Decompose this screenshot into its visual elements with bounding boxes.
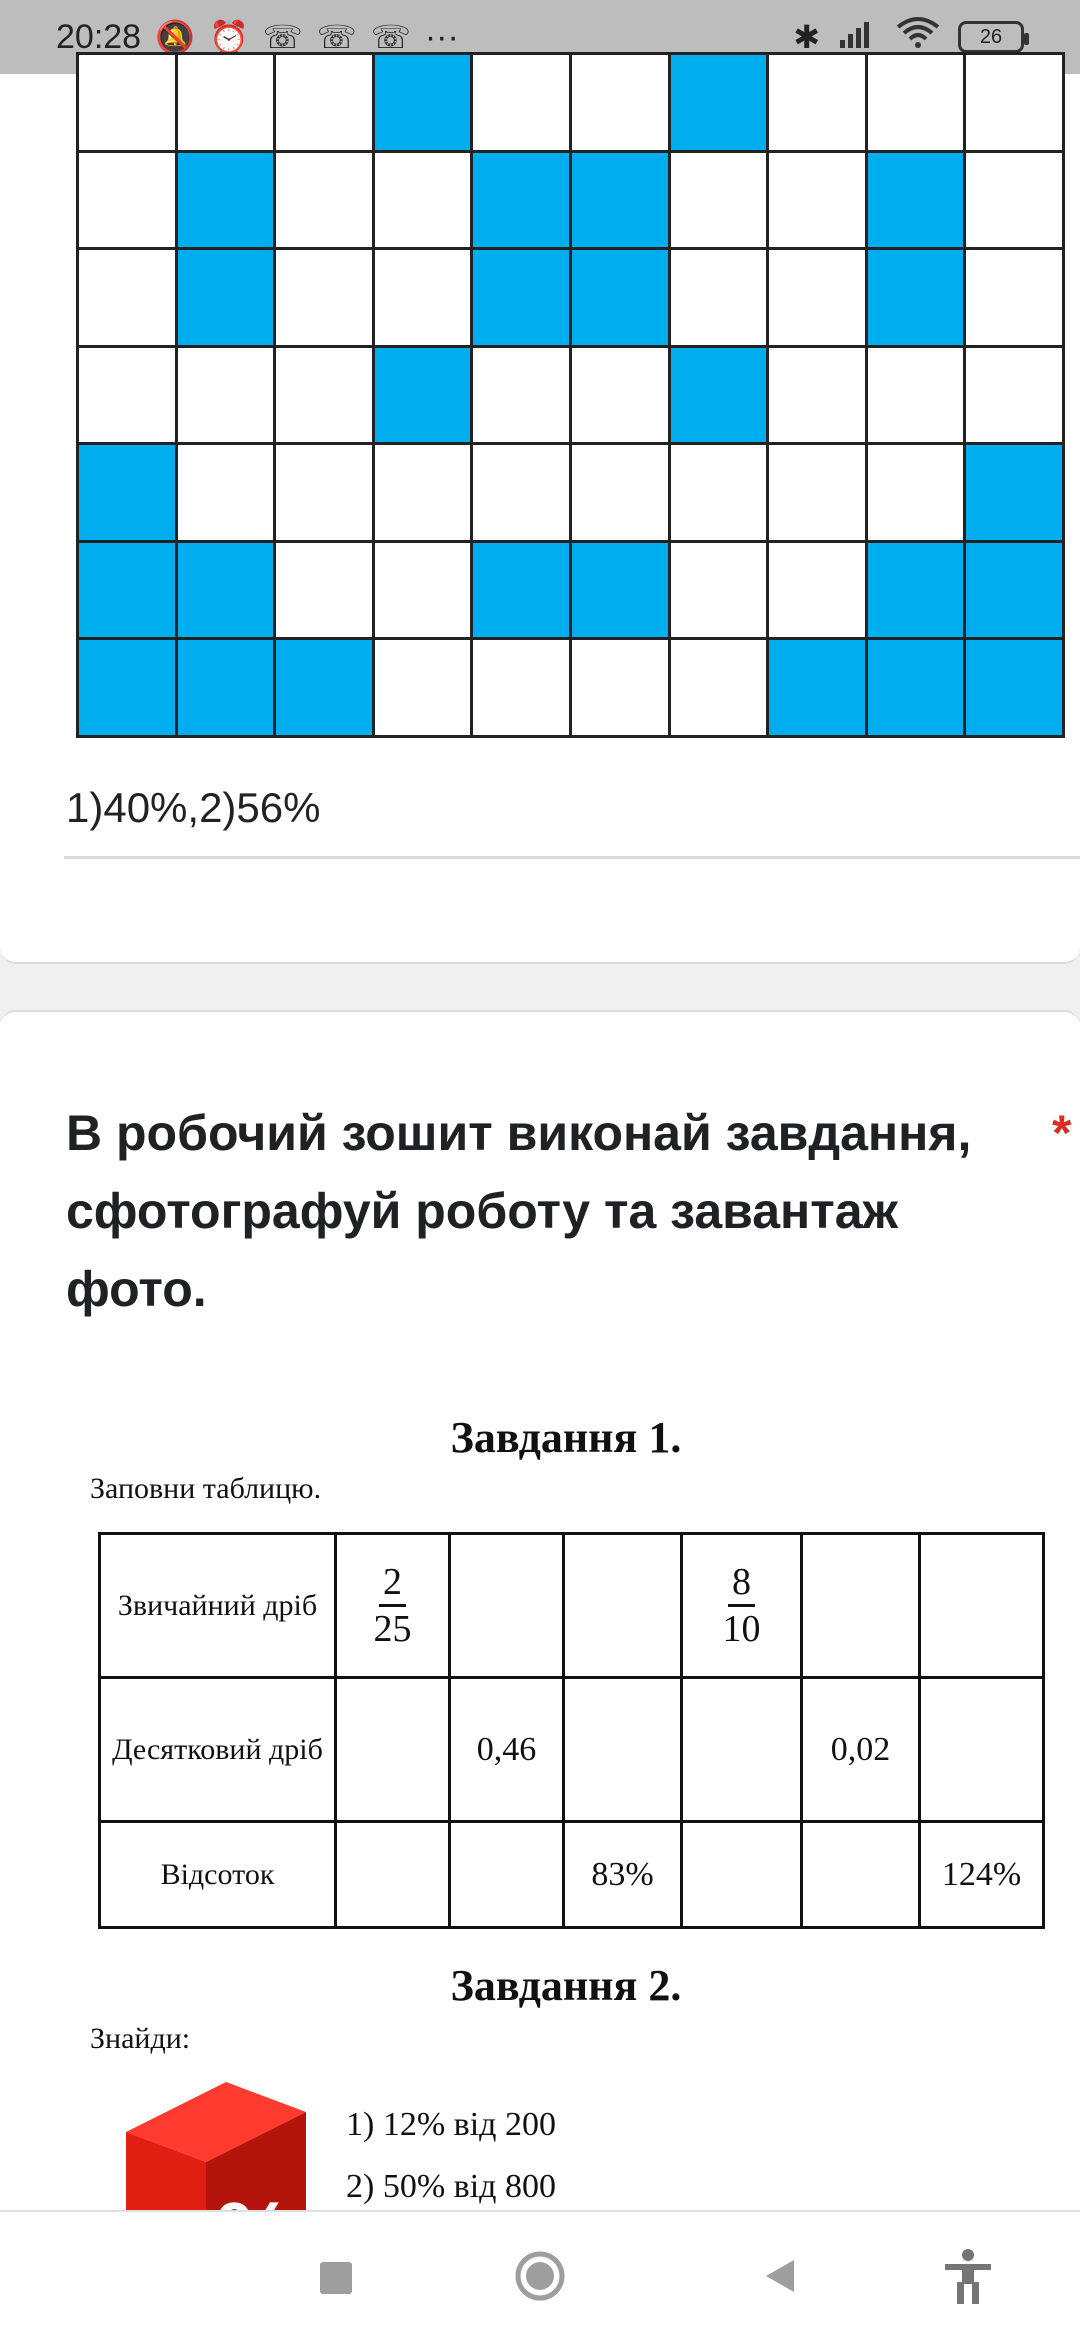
table-row	[100, 1534, 1044, 1678]
grid-cell-empty	[671, 250, 770, 348]
grid-cell-empty	[769, 445, 868, 543]
navigation-bar	[0, 2210, 1080, 2340]
battery-icon: 26	[958, 21, 1024, 53]
fraction: $\frac{2}{25}$	[373, 1561, 412, 1650]
grid-cell-filled	[868, 640, 967, 738]
grid-cell-filled	[868, 153, 967, 251]
grid-cell-empty	[966, 153, 1065, 251]
accessibility-button[interactable]	[938, 2248, 998, 2308]
grid-cell-empty	[79, 250, 178, 348]
grid-cell-filled	[572, 543, 671, 641]
grid-cell-filled	[769, 640, 868, 738]
grid-cell-filled	[375, 55, 474, 153]
grid-cell-filled	[79, 543, 178, 641]
grid-cell-filled	[572, 250, 671, 348]
grid-cell-empty	[572, 55, 671, 153]
table-cell: 83%	[564, 1822, 682, 1928]
accessibility-icon	[943, 2248, 993, 2309]
grid-cell-filled	[178, 640, 277, 738]
grid-cell-filled	[572, 153, 671, 251]
grid-cell-empty	[769, 55, 868, 153]
grid-cell-filled	[671, 55, 770, 153]
required-mark: *	[1052, 1105, 1072, 1161]
grid-cell-filled	[868, 543, 967, 641]
grid-cell-empty	[375, 250, 474, 348]
task2-title: Завдання 2.	[450, 1961, 682, 2010]
wifi-icon	[896, 17, 940, 57]
alarm-icon: ⏰	[208, 19, 249, 55]
table-cell	[564, 1534, 682, 1678]
grid-cell-empty	[966, 250, 1065, 348]
table-cell	[336, 1678, 450, 1822]
grid-cell-empty	[375, 543, 474, 641]
row-header: Десятковий дріб	[100, 1678, 336, 1822]
grid-cell-empty	[769, 348, 868, 446]
table-cell: 0,02	[802, 1678, 920, 1822]
table-cell	[336, 1822, 450, 1928]
grid-cell-empty	[178, 445, 277, 543]
grid-cell-empty	[375, 153, 474, 251]
conversion-table	[98, 1532, 1045, 1929]
circle-icon	[514, 2250, 566, 2307]
grid-cell-filled	[966, 445, 1065, 543]
grid-figure	[76, 74, 1062, 694]
grid-cell-empty	[375, 640, 474, 738]
grid-cell-empty	[868, 348, 967, 446]
table-cell	[682, 1534, 802, 1678]
table-cell	[802, 1534, 920, 1678]
grid-cell-empty	[769, 153, 868, 251]
more-notifications-icon: ···	[424, 17, 459, 56]
grid-cell-filled	[79, 445, 178, 543]
row-header: Звичайний дріб	[100, 1534, 336, 1678]
grid-cell-empty	[473, 348, 572, 446]
grid-cell-filled	[178, 153, 277, 251]
grid-cell-empty	[276, 348, 375, 446]
grid-cell-empty	[868, 55, 967, 153]
grid-cell-empty	[79, 348, 178, 446]
table-cell: 0,46	[450, 1678, 564, 1822]
table-cell	[450, 1822, 564, 1928]
viber-icon: ☏	[370, 19, 411, 55]
grid-cell-filled	[473, 250, 572, 348]
recents-button[interactable]	[306, 2248, 366, 2308]
square-icon	[320, 2262, 352, 2294]
grid-cell-empty	[572, 640, 671, 738]
question-card	[0, 1010, 1080, 2210]
grid-cell-filled	[966, 543, 1065, 641]
grid-cell-filled	[671, 348, 770, 446]
question-title: В робочий зошит виконай завдання, сфотографуй роботу та завантаж фото.	[66, 1105, 972, 1317]
home-button[interactable]	[510, 2248, 570, 2308]
grid-cell-empty	[572, 445, 671, 543]
answer-text[interactable]: 1)40%,2)56%	[66, 784, 321, 831]
grid-cell-filled	[276, 640, 375, 738]
back-triangle-icon	[760, 2256, 800, 2301]
grid-cell-filled	[473, 543, 572, 641]
grid-cell-empty	[79, 153, 178, 251]
task1-note: Заповни таблицю.	[90, 1472, 322, 1505]
grid-cell-empty	[473, 55, 572, 153]
grid-cell-filled	[868, 250, 967, 348]
answer-underline	[64, 856, 1080, 859]
clock: 20:28	[56, 17, 142, 56]
table-cell	[336, 1534, 450, 1678]
table-cell: 124%	[920, 1822, 1044, 1928]
table-cell	[920, 1534, 1044, 1678]
grid-cell-empty	[178, 348, 277, 446]
grid-cell-filled	[79, 640, 178, 738]
list-item: 1) 12% від 200	[346, 2106, 556, 2143]
grid-cell-empty	[276, 445, 375, 543]
table-cell	[920, 1678, 1044, 1822]
grid-cell-empty	[375, 445, 474, 543]
table-cell	[802, 1822, 920, 1928]
table-cell	[450, 1534, 564, 1678]
grid-cell-empty	[769, 543, 868, 641]
table-cell	[682, 1678, 802, 1822]
mute-icon: 🔕	[155, 19, 195, 55]
signal-icon	[838, 18, 878, 56]
previous-question-card	[0, 74, 1080, 964]
task2-list	[346, 2094, 556, 2218]
grid-cell-empty	[769, 250, 868, 348]
grid-cell-empty	[79, 55, 178, 153]
grid-cell-empty	[966, 55, 1065, 153]
grid-cell-empty	[572, 348, 671, 446]
grid-cell-filled	[473, 153, 572, 251]
grid-cell-empty	[868, 445, 967, 543]
back-button[interactable]	[750, 2248, 810, 2308]
grid-cell-empty	[276, 543, 375, 641]
row-header: Відсоток	[100, 1822, 336, 1928]
table-row	[100, 1822, 1044, 1928]
table-cell	[682, 1822, 802, 1928]
grid-cell-empty	[178, 55, 277, 153]
viber-icon: ☏	[262, 19, 303, 55]
grid-cell-empty	[276, 55, 375, 153]
viber-icon: ☏	[316, 19, 357, 55]
grid-cell-filled	[966, 640, 1065, 738]
fraction: $\frac{8}{10}$	[722, 1561, 761, 1650]
table-row	[100, 1678, 1044, 1822]
grid-cell-filled	[178, 543, 277, 641]
grid-cell-empty	[671, 153, 770, 251]
grid-cells	[76, 52, 1065, 738]
grid-cell-filled	[375, 348, 474, 446]
grid-cell-empty	[473, 640, 572, 738]
list-item: 2) 50% від 800	[346, 2168, 556, 2205]
task1-title: Завдання 1.	[450, 1413, 682, 1462]
grid-cell-filled	[178, 250, 277, 348]
task2-note: Знайди:	[90, 2022, 191, 2055]
grid-cell-empty	[671, 445, 770, 543]
grid-cell-empty	[671, 543, 770, 641]
worksheet-image	[66, 1412, 1066, 2212]
grid-cell-empty	[276, 153, 375, 251]
grid-cell-empty	[966, 348, 1065, 446]
grid-cell-empty	[671, 640, 770, 738]
bluetooth-icon: ✱	[793, 19, 820, 55]
grid-cell-empty	[473, 445, 572, 543]
grid-cell-empty	[276, 250, 375, 348]
table-cell	[564, 1678, 682, 1822]
